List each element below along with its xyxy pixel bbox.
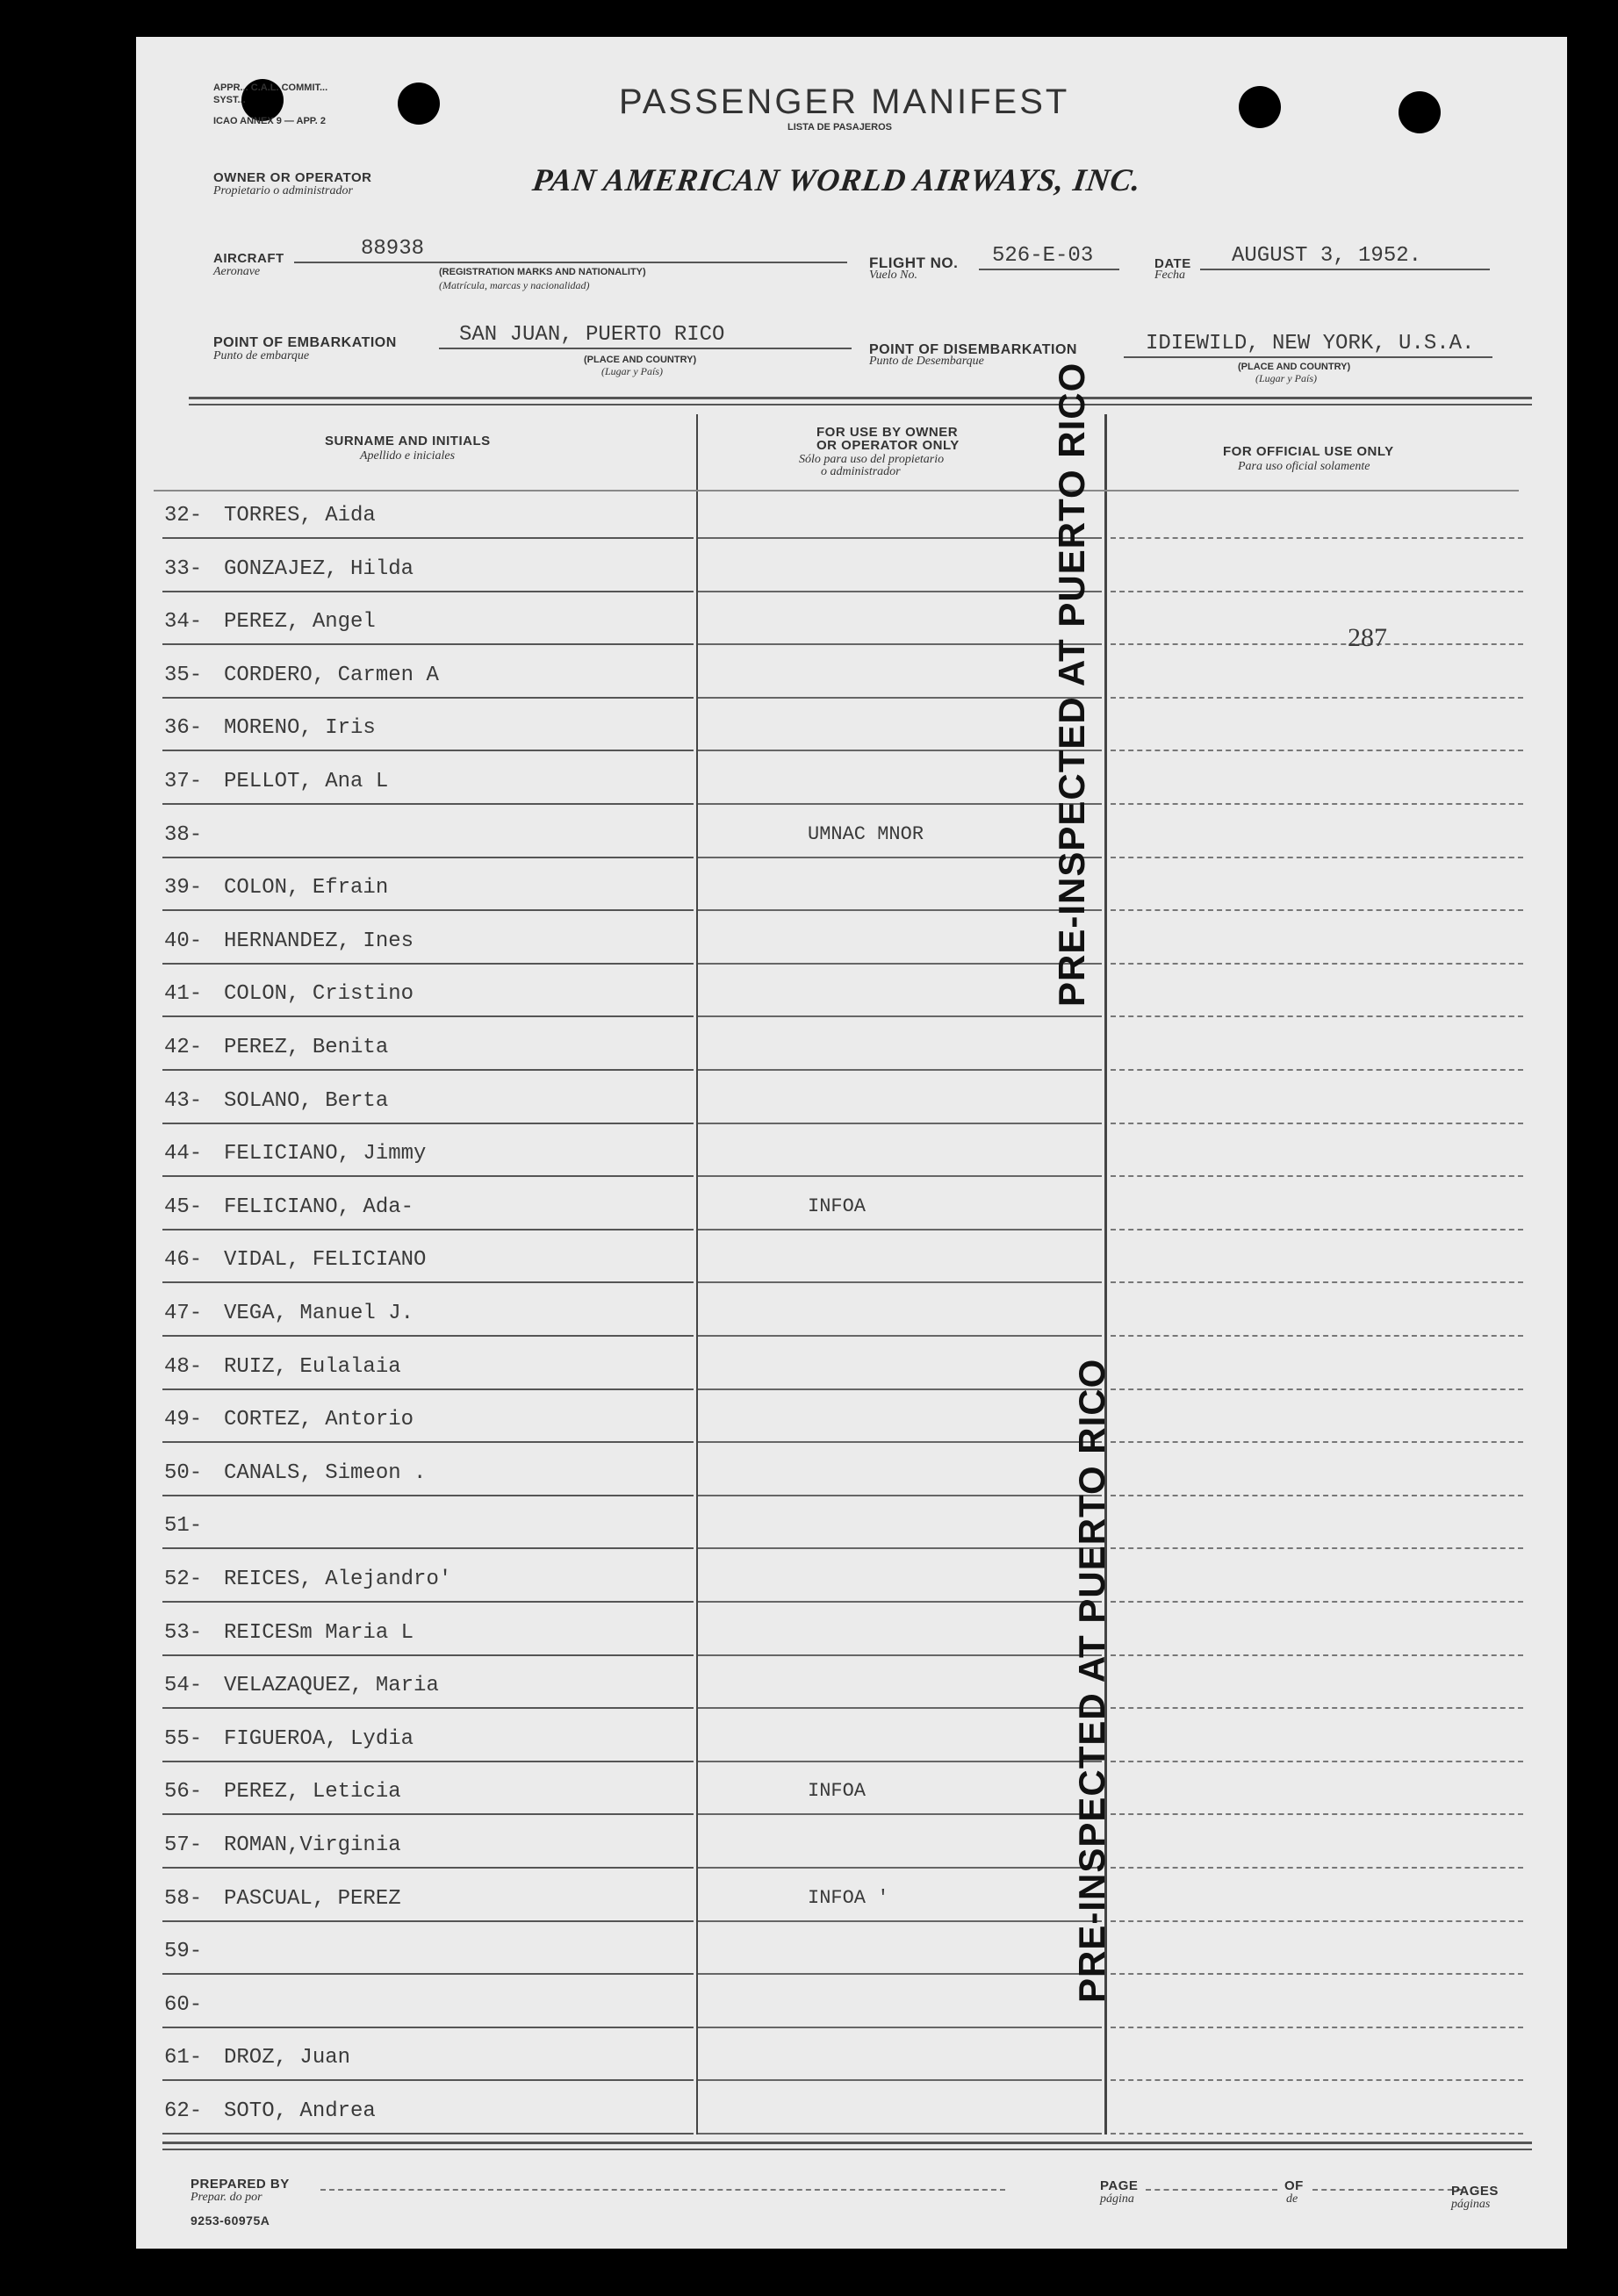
passenger-row	[136, 1869, 1567, 1922]
passenger-row	[136, 752, 1567, 805]
passenger-row	[136, 1124, 1567, 1177]
passenger-row	[136, 1072, 1567, 1124]
disembark-place-note: (PLACE AND COUNTRY)	[1238, 362, 1351, 372]
embark-place-note: (PLACE AND COUNTRY)	[584, 355, 697, 365]
passenger-number: 54-	[164, 1674, 203, 1698]
passenger-name: REICESm Maria L	[224, 1620, 414, 1645]
owner-label: OWNER OR OPERATOR	[213, 170, 372, 185]
passenger-number: 34-	[164, 610, 203, 635]
approval-line-1: APPR... C.A.L. COMMIT...	[213, 83, 328, 93]
passenger-row	[136, 2082, 1567, 2135]
passenger-number: 39-	[164, 876, 203, 900]
passenger-number: 45-	[164, 1195, 203, 1219]
passenger-name: PASCUAL, PEREZ	[224, 1886, 401, 1911]
of-label: OF	[1284, 2178, 1304, 2193]
aircraft-label-es: Aeronave	[213, 265, 261, 278]
passenger-number: 35-	[164, 663, 203, 687]
passenger-row	[136, 1922, 1567, 1975]
passenger-row	[136, 2028, 1567, 2081]
passenger-name: FIGUEROA, Lydia	[224, 1726, 414, 1751]
passenger-name: SOLANO, Berta	[224, 1088, 389, 1113]
page-label: PAGE	[1100, 2178, 1139, 2193]
embark-place-note-es: (Lugar y País)	[601, 365, 663, 377]
passenger-number: 55-	[164, 1726, 203, 1751]
passenger-name: HERNANDEZ, Ines	[224, 929, 414, 953]
passenger-number: 60-	[164, 1992, 203, 2017]
passenger-row	[136, 965, 1567, 1017]
pages-label-es: páginas	[1451, 2198, 1491, 2211]
passenger-number: 52-	[164, 1568, 203, 1591]
approval-line-3: ICAO ANNEX 9 — APP. 2	[213, 116, 326, 126]
passenger-number: 61-	[164, 2046, 203, 2070]
passenger-number: 53-	[164, 1620, 203, 1645]
passenger-row	[136, 912, 1567, 965]
registration-note: (REGISTRATION MARKS AND NATIONALITY)	[439, 267, 646, 277]
passenger-row	[136, 1604, 1567, 1656]
passenger-name: GONZAJEZ, Hilda	[224, 556, 414, 581]
passenger-row	[136, 1762, 1567, 1815]
passenger-name: VIDAL, FELICIANO	[224, 1248, 427, 1273]
passenger-name: SOTO, Andrea	[224, 2099, 376, 2123]
passenger-number: 50-	[164, 1460, 203, 1485]
official-number: 287	[1348, 623, 1387, 652]
passenger-row	[136, 1656, 1567, 1709]
disembark-place-note-es: (Lugar y País)	[1255, 372, 1317, 384]
flight-label-es: Vuelo No.	[869, 269, 917, 282]
passenger-name: ROMAN,Virginia	[224, 1833, 401, 1857]
passenger-number: 41-	[164, 982, 203, 1007]
date-label-es: Fecha	[1154, 269, 1185, 282]
passenger-note: UMNAC MNOR	[808, 822, 924, 845]
embark-value: SAN JUAN, PUERTO RICO	[459, 323, 725, 347]
form-number: 9253-60975A	[191, 2213, 270, 2228]
passenger-number: 40-	[164, 929, 203, 953]
passenger-number: 59-	[164, 1940, 203, 1964]
passenger-name: CANALS, Simeon .	[224, 1460, 427, 1485]
passenger-row	[136, 699, 1567, 751]
passenger-number: 33-	[164, 556, 203, 581]
passenger-note: INFOA '	[808, 1886, 889, 1909]
passenger-name: TORRES, Aida	[224, 504, 376, 527]
official-col-header: FOR OFFICIAL USE ONLY	[1223, 444, 1394, 459]
owner-col-header-1: FOR USE BY OWNER	[816, 425, 959, 440]
pages-label: PAGES	[1451, 2184, 1499, 2199]
passenger-row	[136, 1496, 1567, 1549]
passenger-name: VELAZAQUEZ, Maria	[224, 1674, 439, 1698]
passenger-name: MORENO, Iris	[224, 716, 376, 741]
disembark-label-es: Punto de Desembarque	[869, 355, 984, 368]
owner-col-header-2: OR OPERATOR ONLY	[816, 438, 960, 453]
passenger-number: 37-	[164, 770, 203, 793]
passenger-note: INFOA	[808, 1780, 867, 1803]
passenger-name: REICES, Alejandro'	[224, 1568, 452, 1591]
passenger-name: FELICIANO, Ada-	[224, 1195, 414, 1219]
owner-label-es: Propietario o administrador	[213, 184, 353, 197]
passenger-name: PEREZ, Angel	[224, 610, 376, 635]
passenger-number: 51-	[164, 1514, 203, 1539]
passenger-row	[136, 1178, 1567, 1231]
punch-hole	[1239, 86, 1281, 128]
passenger-number: 32-	[164, 504, 203, 527]
passenger-note: INFOA	[808, 1195, 867, 1217]
passenger-number: 43-	[164, 1088, 203, 1113]
passenger-name: COLON, Cristino	[224, 982, 414, 1007]
passenger-number: 47-	[164, 1302, 203, 1325]
passenger-number: 36-	[164, 716, 203, 741]
manifest-title: PASSENGER MANIFEST	[619, 83, 1070, 121]
passenger-name: CORDERO, Carmen A	[224, 663, 439, 687]
prepared-label-es: Prepar. do por	[191, 2191, 262, 2204]
passenger-row	[136, 1390, 1567, 1443]
passenger-name: VEGA, Manuel J.	[224, 1302, 414, 1325]
manifest-sheet	[136, 37, 1567, 2249]
passenger-row	[136, 1444, 1567, 1496]
passenger-number: 57-	[164, 1833, 203, 1857]
disembark-label: POINT OF DISEMBARKATION	[869, 342, 1077, 357]
disembark-value: IDIEWILD, NEW YORK, U.S.A.	[1146, 332, 1475, 355]
approval-line-2: SYST...	[213, 95, 246, 105]
date-label: DATE	[1154, 256, 1191, 271]
passenger-name: PEREZ, Leticia	[224, 1780, 401, 1805]
passenger-row	[136, 1018, 1567, 1071]
prepared-label: PREPARED BY	[191, 2177, 290, 2192]
flight-value: 526-E-03	[992, 244, 1094, 268]
passenger-row	[136, 858, 1567, 911]
passenger-row	[136, 486, 1567, 539]
embark-label-es: Punto de embarque	[213, 349, 310, 362]
passenger-row	[136, 1816, 1567, 1869]
surname-header-es: Apellido e iniciales	[360, 449, 456, 463]
owner-col-header-es-2: o administrador	[821, 465, 901, 478]
passenger-number: 38-	[164, 822, 203, 847]
page-label-es: página	[1100, 2192, 1134, 2206]
passenger-number: 42-	[164, 1036, 203, 1059]
passenger-row	[136, 646, 1567, 699]
passenger-row	[136, 1284, 1567, 1337]
passenger-number: 62-	[164, 2099, 203, 2123]
official-col-header-es: Para uso oficial solamente	[1238, 460, 1370, 473]
passenger-name: RUIZ, Eulalaia	[224, 1354, 401, 1379]
passenger-number: 58-	[164, 1886, 203, 1911]
passenger-row	[136, 540, 1567, 592]
embark-label: POINT OF EMBARKATION	[213, 335, 397, 350]
passenger-number: 48-	[164, 1354, 203, 1379]
passenger-name: COLON, Efrain	[224, 876, 389, 900]
passenger-row	[136, 1231, 1567, 1283]
date-value: AUGUST 3, 1952.	[1232, 244, 1422, 268]
aircraft-label: AIRCRAFT	[213, 251, 284, 266]
registration-note-es: (Matrícula, marcas y nacionalidad)	[439, 279, 590, 291]
passenger-number: 46-	[164, 1248, 203, 1273]
passenger-number: 44-	[164, 1142, 203, 1166]
passenger-name: DROZ, Juan	[224, 2046, 351, 2070]
passenger-row	[136, 1710, 1567, 1762]
of-label-es: de	[1286, 2192, 1298, 2206]
manifest-subtitle: LISTA DE PASAJEROS	[787, 122, 892, 133]
passenger-name: PELLOT, Ana L	[224, 770, 389, 793]
pre-inspected-stamp-top: PRE-INSPECTED AT PUERTO RICO	[1051, 362, 1092, 1007]
passenger-row	[136, 806, 1567, 858]
passenger-list	[136, 486, 1567, 2136]
surname-header: SURNAME AND INITIALS	[325, 434, 491, 448]
punch-hole	[1399, 91, 1441, 133]
aircraft-value: 88938	[361, 237, 425, 261]
passenger-name: CORTEZ, Antorio	[224, 1408, 414, 1432]
passenger-row	[136, 1550, 1567, 1603]
passenger-name: FELICIANO, Jimmy	[224, 1142, 427, 1166]
passenger-row	[136, 1338, 1567, 1390]
pre-inspected-stamp-bottom: PRE-INSPECTED AT PUERTO RICO	[1071, 1358, 1112, 2003]
passenger-row	[136, 1976, 1567, 2028]
flight-label: FLIGHT NO.	[869, 255, 959, 271]
passenger-number: 56-	[164, 1780, 203, 1805]
passenger-number: 49-	[164, 1408, 203, 1432]
company-name: PAN AMERICAN WORLD AIRWAYS, INC.	[530, 162, 1144, 197]
punch-hole	[398, 83, 440, 125]
passenger-name: PEREZ, Benita	[224, 1036, 389, 1059]
owner-col-header-es-1: Sólo para uso del propietario	[799, 453, 945, 466]
